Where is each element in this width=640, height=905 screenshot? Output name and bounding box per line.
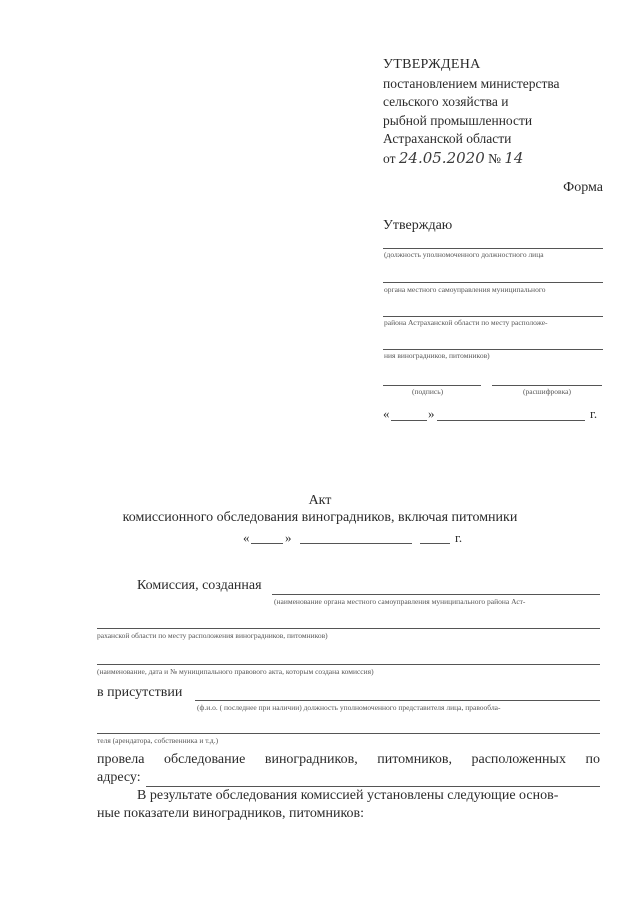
confirm-quote-close: » (428, 406, 435, 421)
act-subtitle: комиссионного обследования виноградников, включая питомники (122, 510, 518, 525)
signature-line (383, 385, 481, 386)
presence-caption: (ф.и.о. ( последнее при наличии) должность уполномоченного представителя лица, правообла- (197, 703, 501, 712)
approval-line: постановлением министерства (383, 75, 560, 91)
approval-date-line (383, 149, 623, 169)
act-quote-close: » (285, 530, 292, 545)
body-name-line (383, 282, 603, 283)
commission-caption: раханской области по месту расположения виноградников, питомников) (97, 631, 328, 640)
approval-heading: УТВЕРЖДЕНА (383, 57, 481, 72)
confirm-quote-open: « (383, 406, 390, 421)
caption-location: ния виноградников, питомников) (384, 351, 490, 360)
caption-body-name: органа местного самоуправления муниципального (384, 285, 546, 294)
confirm-year-suffix: г. (590, 406, 598, 421)
official-position-line (383, 248, 603, 249)
approval-line: Астраханской области (383, 131, 512, 146)
commission-act-line (97, 664, 600, 665)
presence-line (195, 700, 600, 701)
commission-body-line (272, 594, 600, 595)
approval-line: сельского хозяйства и (383, 94, 509, 109)
act-year-line (420, 543, 450, 544)
decoding-line (492, 385, 602, 386)
location-line (383, 349, 603, 350)
handwritten-number: 14 (504, 148, 524, 167)
presence-holder-line (97, 733, 600, 734)
address-line (146, 786, 600, 787)
result-text: ные показатели виноградников, питомников: (97, 806, 365, 821)
act-year-suffix: г. (455, 530, 463, 545)
caption-official-position: (должность уполномоченного должностного лица (384, 250, 544, 259)
approval-block (383, 56, 623, 168)
confirm-day-line (391, 420, 427, 421)
survey-address-label: адресу: (97, 770, 141, 785)
handwritten-date: 24.05.2020 (398, 148, 485, 167)
act-day-line (251, 543, 283, 544)
caption-decoding: (расшифровка) (523, 387, 571, 396)
confirm-title: Утверждаю (383, 218, 453, 233)
confirm-month-line (437, 420, 585, 421)
result-text: В результате обследования комиссией установлены следующие основ- (137, 788, 559, 803)
caption-district: района Астраханской области по месту расположе- (384, 318, 548, 327)
number-sign: № (488, 150, 502, 166)
form-label: Форма (563, 180, 603, 195)
caption-signature: (подпись) (412, 387, 444, 396)
approval-line: рыбной промышленности (383, 112, 533, 128)
district-line (383, 316, 603, 317)
commission-caption: (наименование органа местного самоуправления муниципального района Аст- (274, 597, 526, 606)
commission-label: Комиссия, созданная (137, 578, 262, 593)
commission-location-line (97, 628, 600, 629)
survey-text: провела обследование виноградников, питомников, расположенных по (97, 752, 600, 767)
presence-label: в присутствии (97, 685, 183, 700)
act-title: Акт (308, 493, 332, 508)
commission-caption: (наименование, дата и № муниципального правового акта, которым создана комиссия) (97, 667, 374, 676)
act-quote-open: « (243, 530, 250, 545)
presence-caption: теля (арендатора, собственника и т.д.) (97, 736, 219, 745)
act-month-line (300, 543, 412, 544)
date-prefix: от (383, 150, 396, 166)
